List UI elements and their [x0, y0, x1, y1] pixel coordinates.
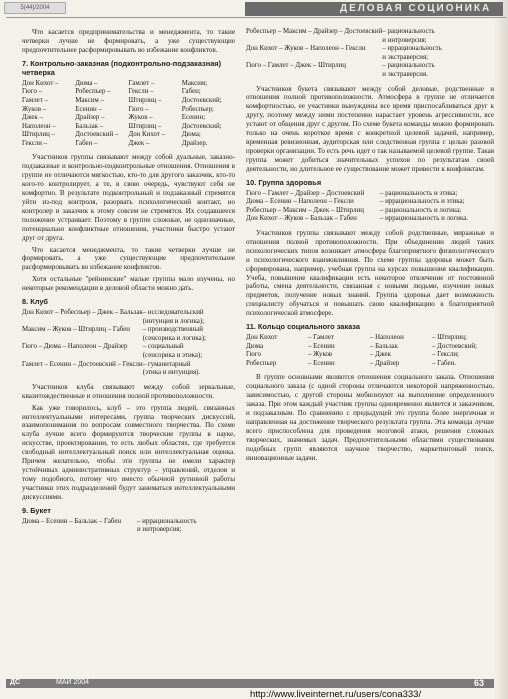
table-cell: Максим – — [75, 96, 104, 104]
table-cell: Габен – — [75, 139, 98, 147]
table-cell: Штирлиц – — [128, 122, 162, 130]
table-cell: Достоевский; — [181, 96, 222, 104]
table-cell: Робеспьер – — [75, 88, 111, 96]
table-row — [246, 360, 494, 369]
table-cell: Максим – Жуков – Штирлиц – Габен — [22, 326, 130, 334]
table-cell: – производственный — [142, 326, 203, 334]
journal-logo: ДС — [10, 679, 21, 686]
table-cell: Робеспьер — [246, 359, 277, 367]
left-column — [22, 28, 235, 535]
table-cell: Дон Кихот – — [22, 79, 59, 87]
header-rule — [6, 17, 506, 18]
group-table-8 — [22, 309, 235, 378]
paragraph: Участников группы связывают между собой дуальные, заказно-подзаказные и контрольно-подконтрольные отношения. Отношения в группе не отличаются мягкостью, кто-то для другого заказчик, кто-то кого-то контролирует, а те, в свою очередь, чувствуют себя не комфортно. В результате подконтрольный и подзаказный стремятся уйти из-под контроля, разорвать психологический контакт, но контролер и заказчик к этому совсем не стремятся. Их создавшееся положение устраивает. Поэтому в группе сложные, не однозначные, потенциально конфликтные отношения, участники быстро устают друг от друга. — [22, 153, 235, 242]
table-cell: Максим; — [181, 79, 208, 87]
table-cell: Штирлиц – — [22, 131, 55, 139]
table-cell — [246, 37, 382, 46]
table-cell: (интуиция и логика); — [142, 317, 205, 325]
paragraph: Что касается менеджмента, то такие четверки лучше не формировать, а уже существующие предпочтительнее расформировывать во избежание конфликтов. — [22, 245, 235, 272]
table-cell: Гамлет – — [22, 96, 48, 104]
table-row — [246, 334, 494, 343]
table-cell: – рациональность и логика; — [379, 206, 462, 214]
table-row — [22, 361, 235, 370]
paragraph: Хотя остальные "рейнинские" малые группы мало изучены, но некоторые рекомендации в деловой области можно дать. — [22, 275, 235, 293]
table-row — [246, 351, 494, 360]
table-cell: (этика и интуиция). — [142, 369, 201, 377]
group-table-9b — [246, 28, 494, 80]
table-cell: Гамлет – Есенин – Достоевский – Гексли — [22, 360, 143, 368]
table-row — [22, 80, 235, 89]
table-cell: – иррациональность и логика. — [379, 215, 468, 223]
paragraph: Участников букета связывают между собой деловые, родственные и отношения полной противоположности. Атмосфера в группе не отличается комфортностью, ее участники вынуждены все время приспосабливаться друг к другу, поэтому между ними постепенно нарастает уровень агрессивности, все устают от общения друг с другом. По схеме букета команды можно формировать только на очень короткое время с конкретной целевой задачей, например, временная ревизионная, аудиторская или следственная группа с целью разовой проверки организации. То есть речь идет о так называемой целевой группе. Такая группа может добиться значительных успехов по результатам своей деятельности, но длительное ее существование может привести к конфликтам. — [246, 84, 494, 173]
table-cell: Гюго – — [128, 105, 149, 113]
table-cell: Драйзер. — [181, 139, 208, 147]
table-cell: Дюма; — [181, 131, 201, 139]
table-cell: – иррациональность — [137, 517, 197, 525]
watermark-url: http://www.liveinternet.ru/users/cona333/ — [250, 689, 422, 699]
table-cell: – Бальзак — [370, 342, 398, 350]
scan-edge-shadow — [494, 0, 508, 699]
issue-badge: 5(44)/2004 — [4, 2, 66, 14]
table-cell: Дон Кихот — [246, 334, 278, 342]
table-row — [22, 318, 235, 327]
section-heading: 11. Кольцо социального заказа — [246, 322, 360, 332]
section-heading: 7. Контрольно-заказная (подконтрольно-подзаказная) четверка — [22, 58, 222, 77]
table-cell: – Габен. — [432, 359, 456, 367]
table-cell: Гюго — [246, 351, 261, 359]
table-cell: – социальный — [142, 343, 184, 351]
table-row — [22, 335, 235, 344]
table-cell: – рациональность и этика; — [379, 189, 458, 197]
table-row — [22, 106, 235, 115]
paragraph: Участников группы связывают между собой родственные, миражные и отношения полной противоположности. При объединении людей таких психологических типов возникает атмосфера благоприятного физиологического и психологического взаимовлияния. По схеме группы здоровья может быть сформирована, например, учебная группа на курсах повышения квалификации. Учеба, повышение квалификации есть некоторое отвлечение от постоянной работы, смена деятельности, связанная с новыми людьми, изучение новых предметов, получение новых знаний. Группа здоровья дает возможность специалисту обучаться и повышать свою квалификацию в благоприятной психологической атмосфере. — [246, 229, 494, 318]
group-table-7 — [22, 80, 235, 149]
table-cell: Дюма – Есенин – Бальзак – Габен — [22, 517, 122, 525]
table-row — [246, 62, 494, 71]
table-cell: Дон Кихот – Жуков – Бальзак – Габен — [246, 215, 357, 223]
table-cell: (сенсорика и логика); — [142, 334, 206, 342]
table-row — [246, 37, 494, 46]
table-cell: – исследовательский — [142, 309, 204, 317]
table-row — [22, 518, 235, 527]
table-cell: Габен; — [181, 88, 201, 96]
table-row — [22, 114, 235, 123]
page-footer — [0, 676, 508, 699]
table-cell: Гюго – Дюма – Наполеон – Драйзер — [22, 343, 128, 351]
table-cell: и экстраверсия. — [382, 70, 428, 78]
table-row — [246, 207, 494, 216]
table-row — [22, 526, 235, 535]
table-cell: – Гексли; — [432, 351, 459, 359]
table-cell: – Достоевский; — [432, 342, 477, 350]
table-cell: Гюго – Гамлет – Джек – Штирлиц — [246, 62, 346, 70]
table-cell: – рациональность — [382, 62, 435, 70]
group-table-10 — [246, 190, 494, 224]
table-cell: – гуманитарный — [142, 360, 191, 368]
table-cell: Жуков – — [22, 105, 47, 113]
table-cell: – иррациональность и этика; — [379, 198, 465, 206]
table-cell: – Есенин — [308, 342, 335, 350]
table-cell: Гюго – — [22, 88, 43, 96]
group-table-11 — [246, 334, 494, 368]
table-cell: Джек – — [128, 139, 150, 147]
table-cell: Гексли – — [128, 88, 154, 96]
table-cell: Дюма — [246, 342, 264, 350]
table-row — [22, 140, 235, 149]
table-cell: Дюма – Есенин – Наполеон – Гексли — [246, 198, 354, 206]
table-cell: Достоевский – — [75, 131, 119, 139]
table-cell — [22, 335, 143, 344]
page-header — [0, 0, 508, 22]
table-cell: – рациональность — [382, 28, 435, 35]
table-cell: Робеспьер – Максим – Джек – Штирлиц — [246, 206, 364, 214]
table-cell: Гамлет – — [128, 79, 155, 87]
table-cell — [22, 318, 143, 327]
table-row — [22, 88, 235, 97]
table-cell: Жуков – — [128, 114, 153, 122]
table-cell: – Наполеон — [370, 334, 404, 342]
table-cell: – Джек — [370, 351, 391, 359]
table-cell: Дон Кихот – — [128, 131, 166, 139]
table-cell: – Гамлет — [308, 334, 334, 342]
table-cell: Наполеон – — [22, 122, 56, 130]
table-row — [246, 28, 494, 37]
table-row — [22, 123, 235, 132]
table-row — [246, 54, 494, 63]
table-row — [246, 71, 494, 80]
table-cell: Робеспьер; — [181, 105, 214, 113]
table-cell: Есенин; — [181, 114, 206, 122]
issue-date: МАЙ 2004 — [56, 679, 90, 686]
table-row — [22, 97, 235, 106]
table-cell — [22, 352, 143, 361]
table-cell: Достоевский; — [181, 122, 222, 130]
table-row — [246, 215, 494, 224]
section-heading: 9. Букет — [22, 505, 51, 515]
group-table-9a — [22, 518, 235, 535]
table-cell: – Штирлиц; — [432, 334, 467, 342]
table-cell — [246, 54, 382, 63]
table-cell: Робеспьер – Максим – Драйзер – Достоевский — [246, 28, 383, 35]
paragraph: Что касается предпринимательства и менеджмента, то такие четверки лучше не формировать, а уже существующие предпочтительнее расформировывать во избежание конфликтов. — [22, 28, 235, 54]
paragraph: В группе основными являются отношения социального заказа. Отношения социального заказа (с одной стороны отличаются некоторой напряженностью, зависимостью, с другой стороны мобилизуют на выполнение определенного заказа. При этом каждый участник группы одновременно является и заказчиком, и подзаказным. По сравнению с предыдущей это группа более энергичная и направленная на достижение творческого результата группа. Эта команда лучше всего приспособлена для проведения мозговой атаки, решения сложных творческих, значимых задач. Предпочтительными областями существования подобных групп являются научное творчество, маркетинговый поиск, инновационные задачи. — [246, 373, 494, 462]
table-row — [22, 369, 235, 378]
table-cell — [246, 71, 382, 80]
table-cell: Гюго – Гамлет – Драйзер – Достоевский — [246, 189, 365, 197]
table-cell: Дон Кихот – Робеспьер – Джек – Бальзак — [22, 309, 143, 317]
table-cell — [22, 369, 143, 378]
section-heading: 8. Клуб — [22, 297, 49, 307]
table-cell: и интроверсия; — [137, 526, 182, 534]
table-row — [22, 309, 235, 318]
table-cell: Есенин – — [75, 105, 102, 113]
table-cell: Штирлиц – — [128, 96, 162, 104]
table-row — [22, 352, 235, 361]
table-row — [22, 131, 235, 140]
table-cell: Джек – — [22, 114, 43, 122]
paragraph: Как уже говорилось, клуб – это группа людей, связанных интеллектуальными интересами, группа творческих дискуссий, взаимопонимания по вопросам совместного творчества. По схеме клуба лучше всего формируются творческие группы в науке, искусстве, проектировании, то есть любых областях, где требуется свободный интеллектуальный поиск или интеллектуальная оценка. Причем желательно, чтобы эти группы не имели характер устойчивых административных структур – управлений, отделов и тому подобного, потому что вместо обычной рутинной работы участники этих подразделений будут заниматься интеллектуальными дискуссиями. — [22, 403, 235, 501]
section-heading: 10. Группа здоровья — [246, 177, 322, 187]
table-cell: Дюма – — [75, 79, 98, 87]
table-row — [246, 190, 494, 199]
table-cell: Гексли – — [22, 139, 48, 147]
table-cell: – иррациональность — [382, 45, 442, 53]
table-cell: Дон Кихот – Жуков – Наполеон – Гексли — [246, 45, 366, 53]
table-cell: Бальзак – — [75, 122, 104, 130]
table-cell: (сенсорика и этика); — [142, 352, 203, 360]
page-number: 63 — [474, 678, 485, 688]
table-cell: – Жуков — [308, 351, 333, 359]
table-row — [22, 343, 235, 352]
table-cell: – Есенин — [308, 359, 335, 367]
table-cell: Драйзер – — [75, 114, 105, 122]
table-cell — [22, 526, 137, 535]
table-row — [246, 343, 494, 352]
table-cell: и экстраверсия; — [382, 53, 429, 61]
section-title: ДЕЛОВАЯ СОЦИОНИКА — [340, 3, 492, 14]
table-row — [22, 326, 235, 335]
table-cell: – Драйзер — [370, 359, 400, 367]
right-column — [246, 28, 494, 466]
table-row — [246, 45, 494, 54]
table-row — [246, 198, 494, 207]
table-cell: и интроверсия; — [382, 36, 427, 44]
paragraph: Участников клуба связывают между собой зеркальные, квазитождественные и отношения полной противоположности. — [22, 382, 235, 400]
